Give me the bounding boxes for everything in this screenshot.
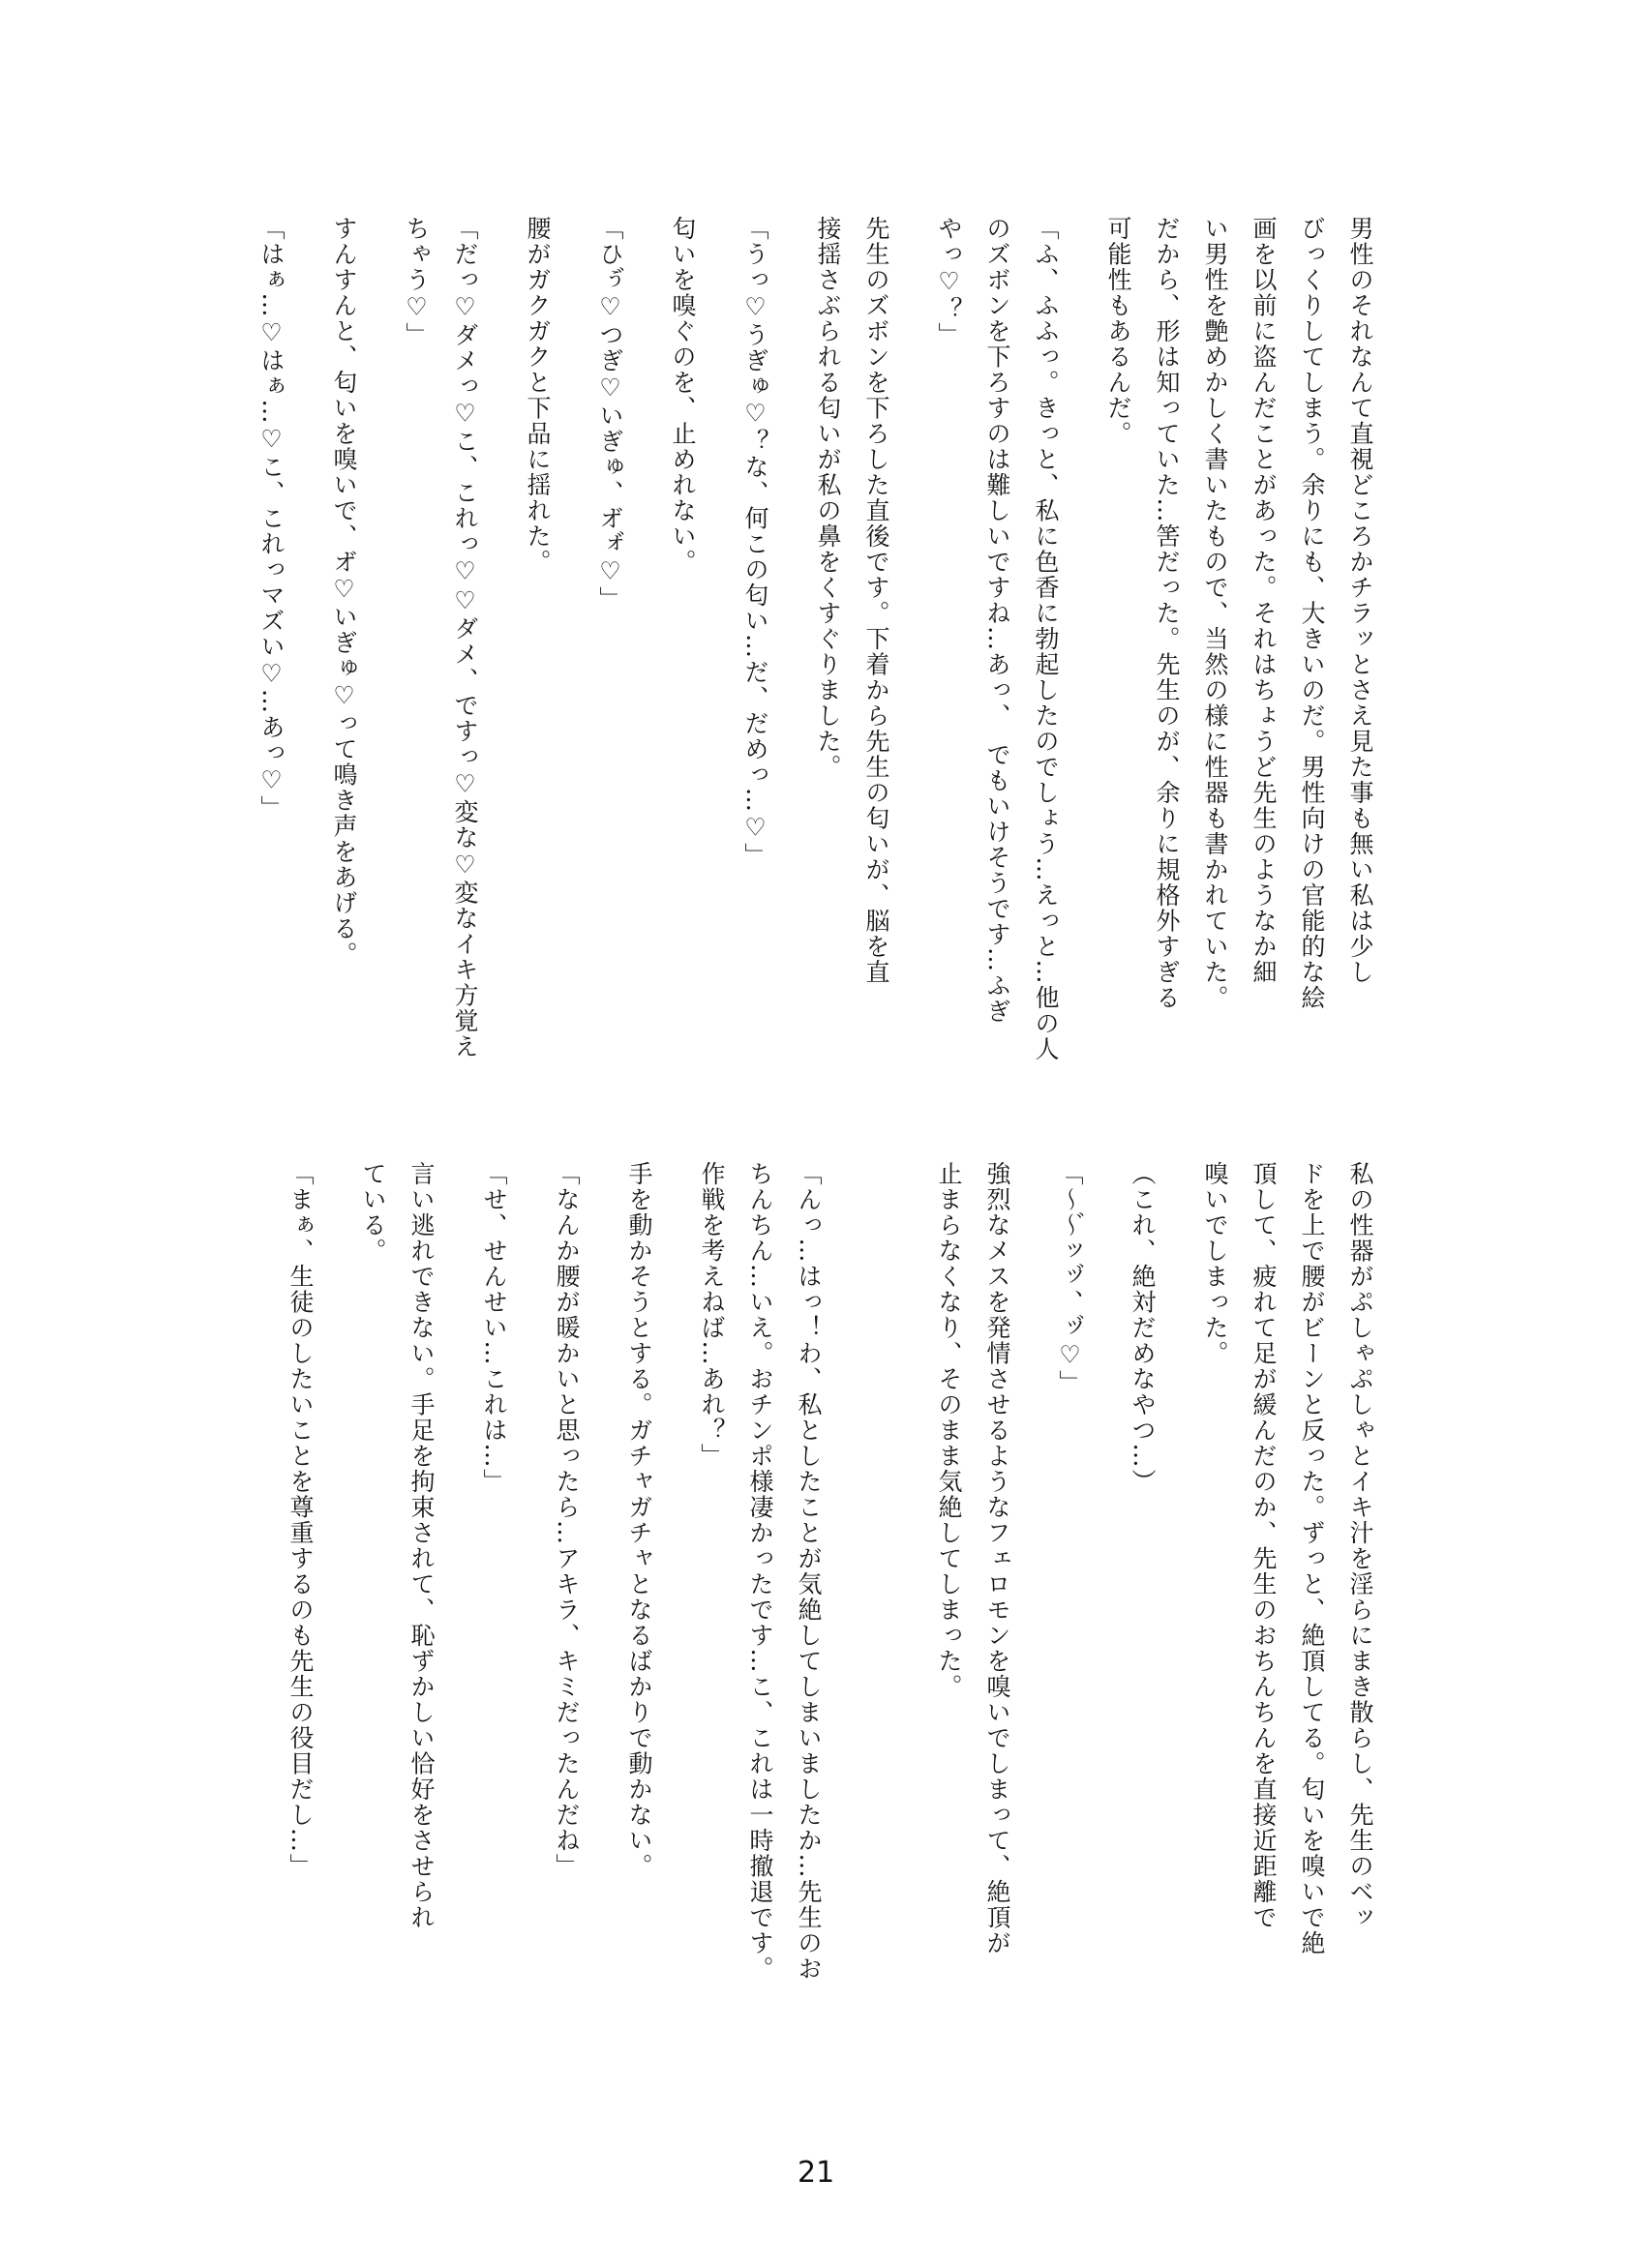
text-line: 先生のズボンを下ろした直後です。下着から先生の匂いが、脳を直 xyxy=(862,216,890,985)
text-line: だから、形は知っていた…筈だった。先生のが、余りに規格外すぎる xyxy=(1153,216,1181,1011)
page-number: 21 xyxy=(798,2156,835,2190)
text-line: 「ひぅ゙♡つぎ♡いぎゅ、オ゙ォ゙♡」 xyxy=(596,216,624,612)
text-line: ている。 xyxy=(359,1161,387,1264)
text-line: 腰がガクガクと下品に揺れた。 xyxy=(524,216,552,575)
text-line: 私の性器がぷしゃぷしゃとイキ汁を淫らにまき散らし、先生のベッ xyxy=(1346,1161,1374,1930)
text-line: 「だっ♡ダメっ♡こ、これっ♡♡ダメ、ですっ♡変な♡変なイキ方覚え xyxy=(451,216,479,1059)
text-line: （これ、絶対だめなやつ…） xyxy=(1129,1161,1157,1495)
text-line: ちゃう♡」 xyxy=(403,216,431,348)
text-line: い男性を艶めかしく書いたもので、当然の様に性器も書かれていた。 xyxy=(1201,216,1229,1011)
text-line: やっ♡？」 xyxy=(935,216,963,348)
text-line: 「なんか腰が暖かいと思ったら…アキラ、キミだったんだね」 xyxy=(553,1161,581,1879)
text-line: 止まらなくなり、そのまま気絶してしまった。 xyxy=(935,1161,963,1700)
text-line: 「んっ…はっ！わ、私としたことが気絶してしまいましたか…先生のお xyxy=(795,1161,823,1982)
text-line: 「ふ、ふふっ。きっと、私に色香に勃起したのでしょう…えっと…他の人 xyxy=(1032,216,1060,1062)
text-line: 「うっ♡うぎゅ♡？な、何この匂い…だ、だめっ…♡」 xyxy=(741,216,769,869)
text-line: 可能性もあるんだ。 xyxy=(1104,216,1132,447)
text-line: 作戦を考えねば…あれ？」 xyxy=(698,1161,726,1469)
text-line: ドを上で腰がビーンと反った。ずっと、絶頂してる。匂いを嗅いで絶 xyxy=(1298,1161,1326,1956)
text-line: 言い逃れできない。手足を拘束されて、恥ずかしい恰好をさせられ xyxy=(407,1161,436,1930)
text-line: すんすんと、匂いを嗅いで、オ゙♡いぎゅ♡って鳴き声をあげる。 xyxy=(330,216,358,968)
text-line: 「せ、せんせい…これは…」 xyxy=(480,1161,508,1495)
text-line: ちんちん…いえ。おチンポ様凄かったです…こ、これは一時撤退です。 xyxy=(746,1161,774,1982)
text-line: 「はぁ…♡はぁ…♡こ、これっマズい♡…あっ♡」 xyxy=(257,216,286,821)
text-line: 「まぁ、生徒のしたいことを尊重するのも先生の役目だし…」 xyxy=(286,1161,315,1879)
text-line: 男性のそれなんて直視どころかチラッとさえ見た事も無い私は少し xyxy=(1346,216,1374,985)
lower-text-block xyxy=(276,1161,1384,1984)
text-line: 頂して、疲れて足が緩んだのか、先生のおちんちんを直接近距離で xyxy=(1250,1161,1278,1930)
text-line: 強烈なメスを発情させるようなフェロモンを嗅いでしまって、絶頂が xyxy=(983,1161,1011,1956)
text-line: のズボンを下ろすのは難しいですね…あっ、 でもいけそうです…ふぎ xyxy=(983,216,1011,1025)
text-line: 嗅いでしまった。 xyxy=(1201,1161,1229,1366)
text-line: 接揺さぶられる匂いが私の鼻をくすぐりました。 xyxy=(814,216,842,780)
text-line: びっくりしてしまう。余りにも、大きいのだ。男性向けの官能的な絵 xyxy=(1298,216,1326,1011)
text-line: 手を動かそうとする。ガチャガチャとなるばかりで動かない。 xyxy=(625,1161,653,1879)
text-line: 「〜〜゙ッッ゙、ッ゙♡」 xyxy=(1056,1161,1084,1396)
upper-text-block xyxy=(247,216,1384,1062)
text-line: 画を以前に盗んだことがあった。それはちょうど先生のようなか細 xyxy=(1250,216,1278,985)
text-line: 匂いを嗅ぐのを、止めれない。 xyxy=(669,216,697,575)
